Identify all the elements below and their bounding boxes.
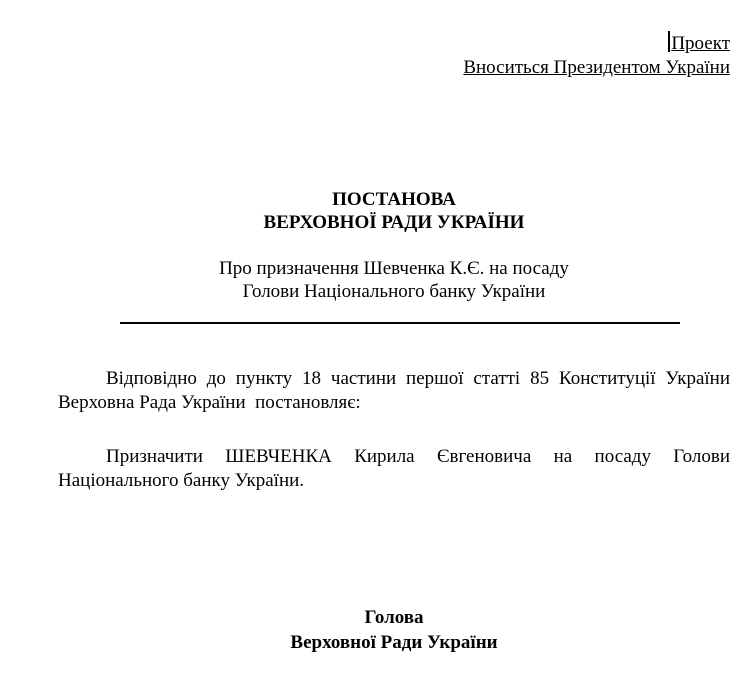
paragraph-line: Призначити ШЕВЧЕНКА Кирила Євгеновича на посаду Голови: [106, 446, 730, 467]
body-paragraph-1: [58, 367, 730, 415]
document-subject: [58, 257, 730, 303]
title-separator-line: [120, 322, 680, 324]
paragraph-line: Відповідно до пункту 18 частини першої статті 85 Конституції України: [106, 368, 730, 389]
title-line-1: ПОСТАНОВА: [332, 189, 456, 210]
signature-position-line-2: Верховної Ради України: [290, 632, 498, 653]
subject-line-1: Про призначення Шевченка К.Є. на посаду: [219, 258, 569, 279]
title-line-2: ВЕРХОВНОЇ РАДИ УКРАЇНИ: [263, 212, 525, 233]
document-header-block: [58, 31, 730, 80]
signature-position-line-1: Голова: [364, 607, 424, 628]
body-paragraph-2: [58, 445, 730, 493]
submitted-by-label[interactable]: Вноситься Президентом України: [463, 57, 730, 78]
signature-block: [58, 605, 730, 655]
document-title: [58, 188, 730, 234]
submitted-by-line: [58, 56, 730, 80]
subject-line-2: Голови Національного банку України: [242, 281, 546, 302]
paragraph-line: Верховна Рада України постановляє:: [58, 392, 361, 413]
paragraph-line: Національного банку України.: [58, 470, 305, 491]
draft-label-line: [58, 31, 730, 56]
document-text-column: [58, 31, 730, 655]
draft-label[interactable]: Проект: [671, 33, 730, 54]
